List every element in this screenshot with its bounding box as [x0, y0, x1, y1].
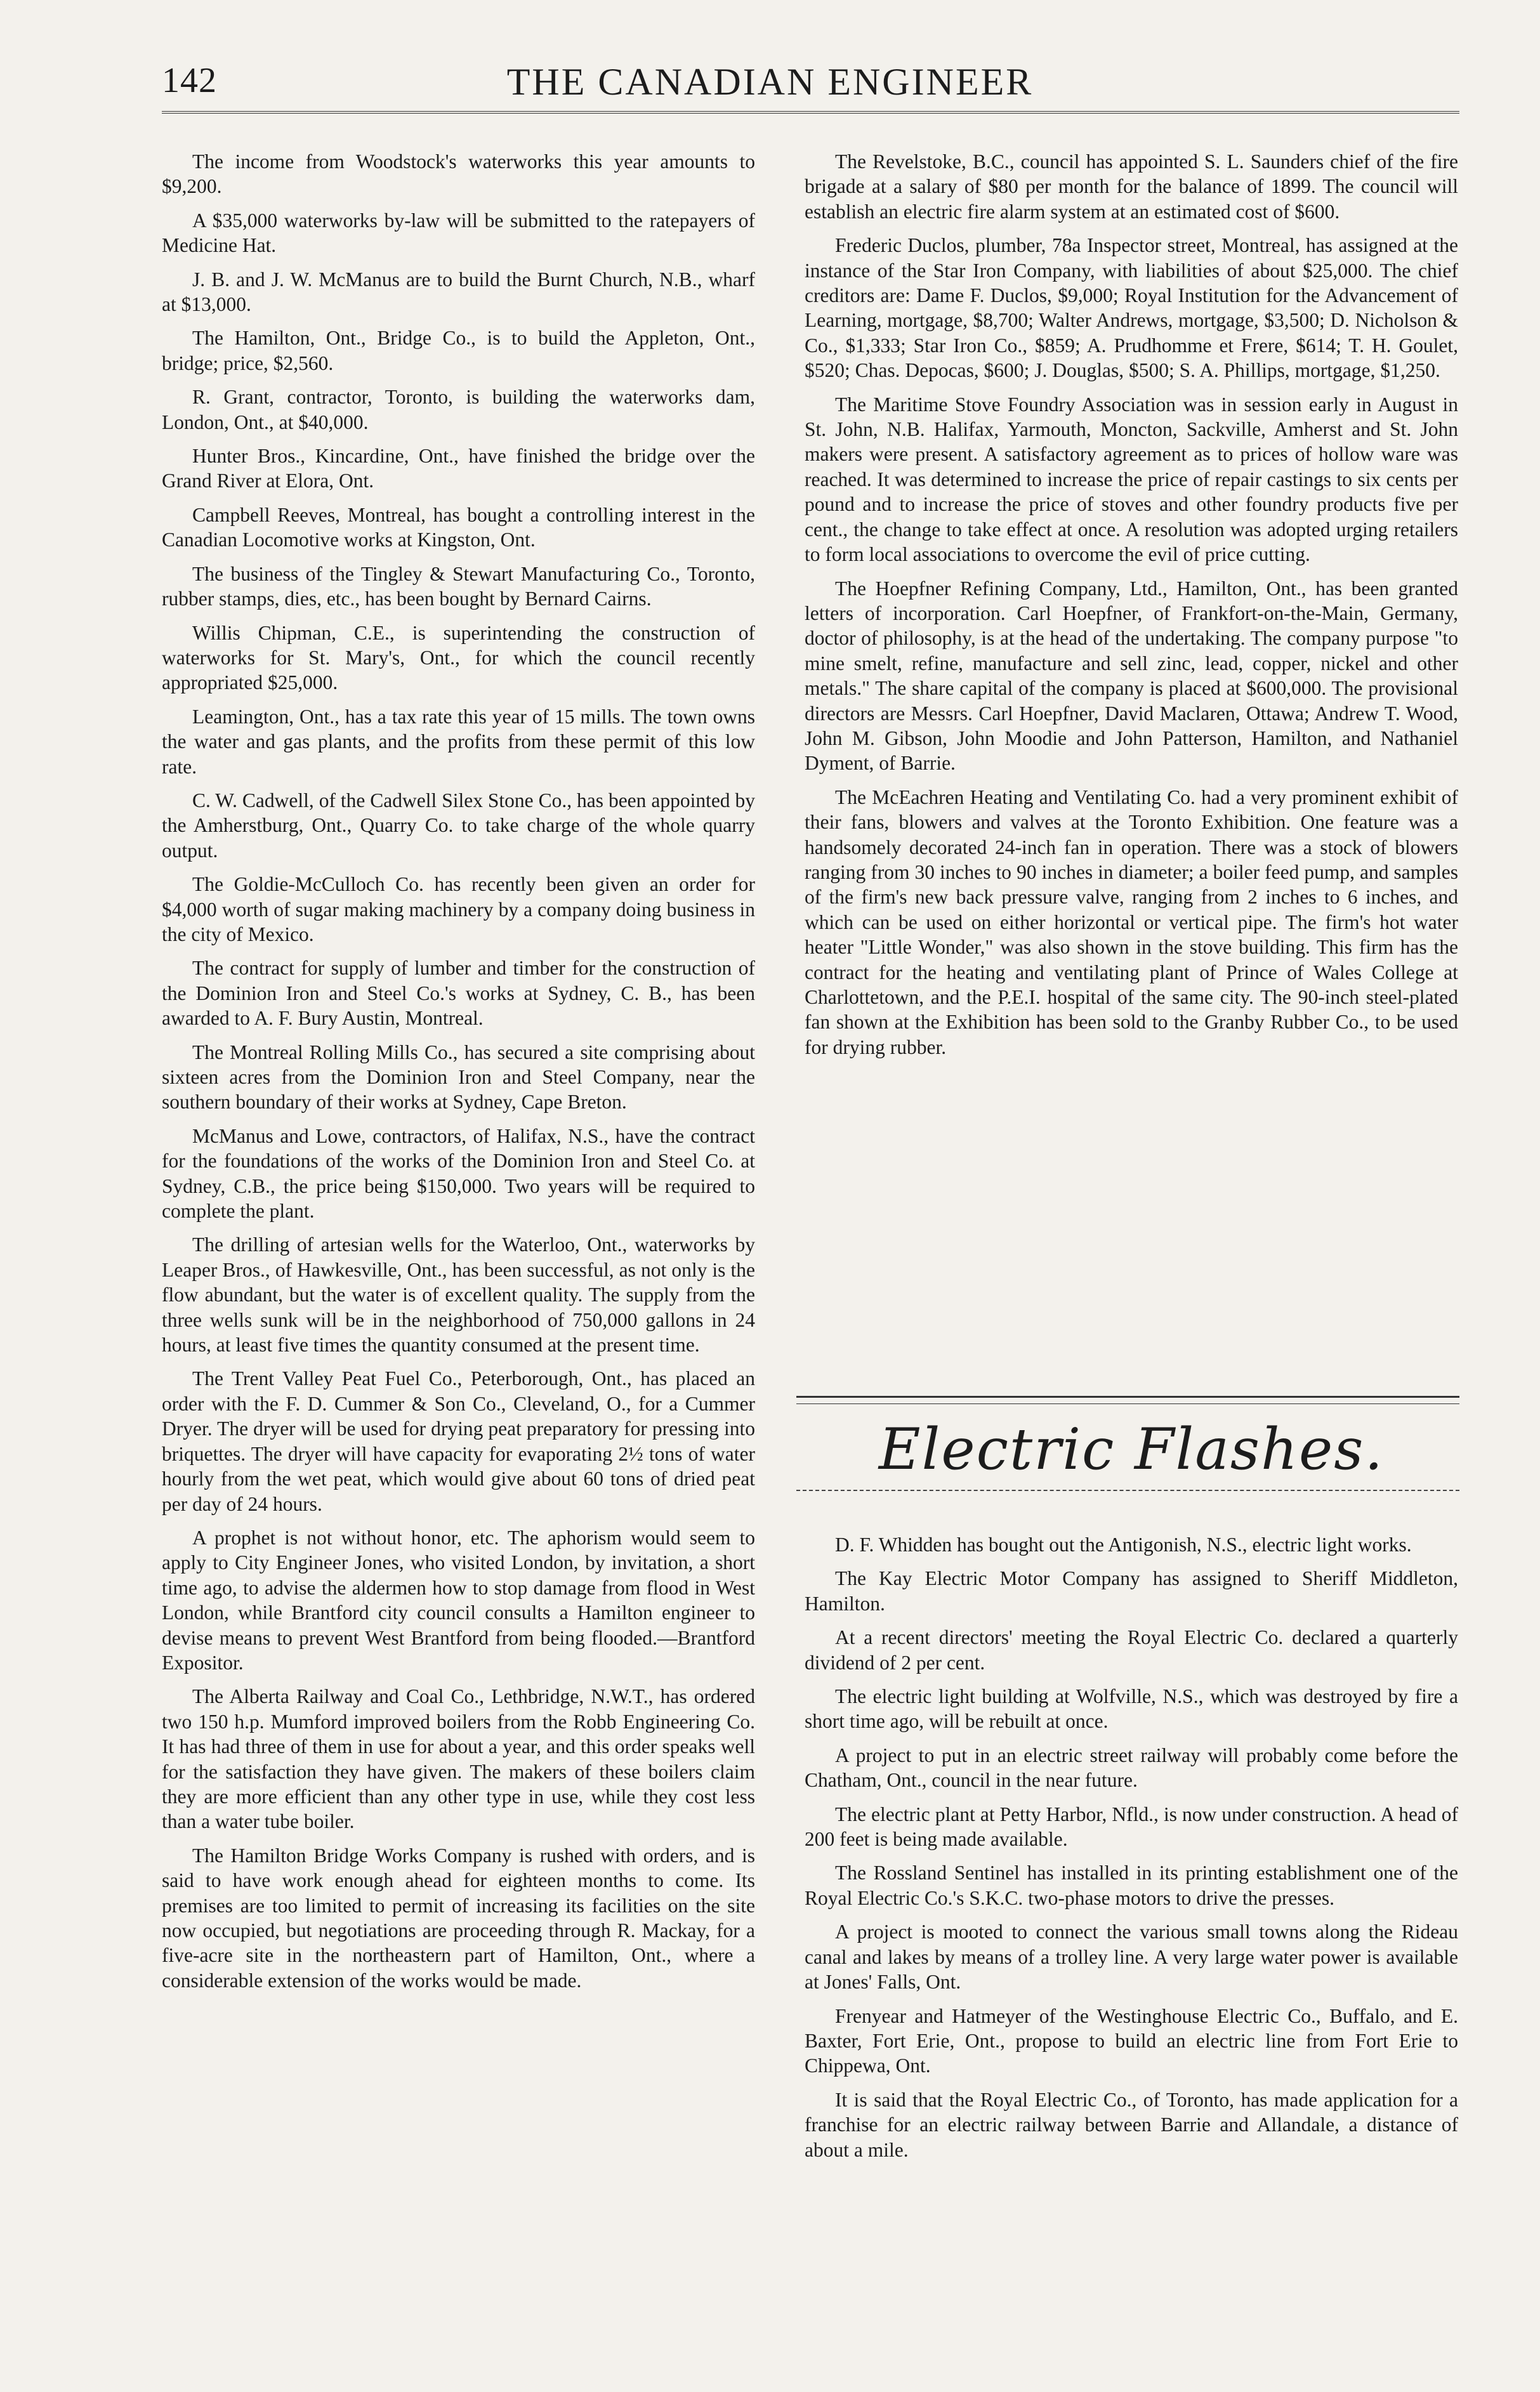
news-item: D. F. Whidden has bought out the Antigonish, N.S., electric light works. — [835, 1534, 1412, 1556]
news-item: A project is mooted to connect the various small towns along the Rideau canal and lakes by means of a trolley line. A very large water power is available at Jones' Falls, Ont. — [805, 1921, 1458, 1994]
news-item: The electric plant at Petty Harbor, Nfld., is now under construction. A head of 200 feet is being made available. — [805, 1803, 1458, 1851]
news-item: J. B. and J. W. McManus are to build the Burnt Church, N.B., wharf at $13,000. — [162, 268, 755, 316]
right-column-bottom — [805, 1532, 1458, 2171]
page-header — [0, 60, 1540, 117]
news-item: The Rossland Sentinel has installed in its printing establishment one of the Royal Electric Co.'s S.K.C. two-phase motors to drive the presses. — [805, 1862, 1458, 1909]
section-title: Electric Flashes. — [878, 1416, 1385, 1483]
news-item: The Hoepfner Refining Company, Ltd., Hamilton, Ont., has been granted letters of incorporation. Carl Hoepfner, of Frankfort-on-the-Main, Germany, doctor of philosophy, is at the head of the undertaking. The company purpose "to mine smelt, refine, manufacture and sell zinc, lead, copper, nickel and other metals." The share capital of the company is placed at $600,000. The provisional directors are Messrs. Carl Hoepfner, David Maclaren, Ottawa; Andrew T. Wood, John M. Gibson, John Moodie and John Patterson, Hamilton, and Nathaniel Dyment, of Barrie. — [805, 577, 1458, 775]
news-item: It is said that the Royal Electric Co., of Toronto, has made application for a franchise for an electric railway between Barrie and Allandale, a distance of about a mile. — [805, 2088, 1458, 2161]
news-item: The Hamilton, Ont., Bridge Co., is to build the Appleton, Ont., bridge; price, $2,560. — [162, 327, 755, 374]
news-item: The Maritime Stove Foundry Association was in session early in August in St. John, N.B. Halifax, Yarmouth, Moncton, Sackville, Amherst and St. John makers were present. A satisfactory agreement as to prices of hollow ware was reached. It was determined to increase the price of repair castings to six cents per pound and to increase the price of stoves and other foundry products five per cent., the change to take effect at once. A resolution was adopted urging retailers to form local associations to overcome the evil of price cutting. — [805, 393, 1458, 566]
news-item: The Alberta Railway and Coal Co., Lethbridge, N.W.T., has ordered two 150 h.p. Mumford improved boilers from the Robb Engineering Co. It has had three of them in use for about a year, and this order speaks well for the satisfaction they have given. The makers of these boilers claim they are more efficient than any other type in use, while they cost less than a water tube boiler. — [162, 1685, 755, 1833]
journal-title: THE CANADIAN ENGINEER — [506, 61, 1034, 103]
news-item: Willis Chipman, C.E., is superintending the construction of waterworks for St. Mary's, Ont., for which the council recently appropriated $25,000. — [162, 621, 755, 694]
news-item: The Goldie-McCulloch Co. has recently been given an order for $4,000 worth of sugar making machinery by a company doing business in the city of Mexico. — [162, 873, 755, 945]
news-item: The McEachren Heating and Ventilating Co. had a very prominent exhibit of their fans, blowers and valves at the Toronto Exhibition. One feature was a handsomely decorated 24-inch fan in operation. There was a stock of blowers ranging from 30 inches to 90 inches in diameter; a boiler feed pump, and samples of the firm's new back pressure valve, ranging from 2 inches to 6 inches, and which can be used on either horizontal or vertical pipe. The firm's hot water heater "Little Wonder," was also shown in the stove building. This firm has the contract for the heating and ventilating plant of Prince of Wales College at Charlottetown, and the P.E.I. hospital of the same city. The 90-inch steel-plated fan shown at the Exhibition has been sold to the Granby Rubber Co., to be used for drying rubber. — [805, 785, 1458, 1058]
news-item: McManus and Lowe, contractors, of Halifax, N.S., have the contract for the foundations of the works of the Dominion Iron and Steel Co. at Sydney, C.B., the price being $150,000. Two years will be required to complete the plant. — [162, 1124, 755, 1223]
news-item: Frenyear and Hatmeyer of the Westinghouse Electric Co., Buffalo, and E. Baxter, Fort Erie, Ont., propose to build an electric line from Fort Erie to Chippewa, Ont. — [805, 2004, 1458, 2077]
news-item: The Montreal Rolling Mills Co., has secured a site comprising about sixteen acres from the Dominion Iron and Steel Company, near the southern boundary of their works at Sydney, Cape Breton. — [162, 1041, 755, 1114]
news-item: Hunter Bros., Kincardine, Ont., have finished the bridge over the Grand River at Elora, Ont. — [162, 445, 755, 492]
section-rule — [796, 1396, 1459, 1398]
news-item: Frederic Duclos, plumber, 78a Inspector street, Montreal, has assigned at the instance of the Star Iron Company, with liabilities of about $25,000. The chief creditors are: Dame F. Duclos, $9,000; Royal Institution for the Advancement of Learning, mortgage, $8,700; Walter Andrews, mortgage, $3,500; D. Nicholson & Co., $1,333; Star Iron Co., $859; A. Prudhomme et Frere, $614; T. H. Goulet, $520; Chas. Depocas, $600; J. Douglas, $500; S. A. Phillips, mortgage, $1,250. — [805, 234, 1458, 382]
news-item: The electric light building at Wolfville, N.S., which was destroyed by fire a short time ago, will be rebuilt at once. — [805, 1685, 1458, 1733]
news-item: The drilling of artesian wells for the Waterloo, Ont., waterworks by Leaper Bros., of Hawkesville, Ont., has been successful, as not only is the flow abundant, but the water is of excellent quality. The supply from the three wells sunk will be in the neighborhood of 750,000 gallons in 24 hours, at least five times the quantity consumed at the present time. — [162, 1233, 755, 1357]
news-item: The Trent Valley Peat Fuel Co., Peterborough, Ont., has placed an order with the F. D. Cummer & Son Co., Cleveland, O., for a Cummer Dryer. The dryer will be used for drying peat preparatory for pressing into briquettes. The dryer will have capacity for evaporating 2½ tons of water hourly from the wet peat, which would give about 60 tons of dried peat per day of 24 hours. — [162, 1367, 755, 1515]
news-item: Leamington, Ont., has a tax rate this year of 15 mills. The town owns the water and gas plants, and the profits from these permit of this low rate. — [162, 705, 755, 778]
news-item: The Hamilton Bridge Works Company is rushed with orders, and is said to have work enough ahead for eighteen months to come. Its premises are too limited to permit of increasing its facilities on the site now occupied, but negotiations are proceeding through R. Mackay, for a five-acre site in the northeastern part of Hamilton, Ont., where a considerable extension of the works would be made. — [162, 1844, 755, 1992]
left-column — [162, 149, 755, 2002]
page-number: 142 — [162, 61, 217, 100]
section-rule — [796, 1490, 1459, 1491]
right-column-top — [805, 149, 1458, 1068]
header-rule — [162, 111, 1459, 114]
news-item: A prophet is not without honor, etc. The aphorism would seem to apply to City Engineer Jones, who visited London, by invitation, a short time ago, to advise the aldermen how to stop damage from flood in West London, while Brantford city council consults a Hamilton engineer to devise means to prevent West Brantford from being flooded.—Brantford Expositor. — [162, 1526, 755, 1674]
news-item: Campbell Reeves, Montreal, has bought a controlling interest in the Canadian Locomotive works at Kingston, Ont. — [162, 503, 755, 551]
news-item: The Revelstoke, B.C., council has appointed S. L. Saunders chief of the fire brigade at a salary of $80 per month for the balance of 1899. The council will establish an electric fire alarm system at an estimated cost of $600. — [805, 150, 1458, 223]
news-item: The contract for supply of lumber and timber for the construction of the Dominion Iron and Steel Co.'s works at Sydney, C. B., has been awarded to A. F. Bury Austin, Montreal. — [162, 957, 755, 1030]
section-heading — [805, 1415, 1458, 1485]
news-item: A $35,000 waterworks by-law will be submitted to the ratepayers of Medicine Hat. — [162, 209, 755, 257]
news-item: The Kay Electric Motor Company has assigned to Sheriff Middleton, Hamilton. — [805, 1567, 1458, 1615]
news-item: A project to put in an electric street railway will probably come before the Chatham, Ont., council in the near future. — [805, 1744, 1458, 1792]
news-item: R. Grant, contractor, Toronto, is building the waterworks dam, London, Ont., at $40,000. — [162, 386, 755, 433]
news-item: C. W. Cadwell, of the Cadwell Silex Stone Co., has been appointed by the Amherstburg, Ont., Quarry Co. to take charge of the whole quarry output. — [162, 789, 755, 862]
news-item: The business of the Tingley & Stewart Manufacturing Co., Toronto, rubber stamps, dies, etc., has been bought by Bernard Cairns. — [162, 562, 755, 610]
section-rule — [796, 1403, 1459, 1404]
news-item: The income from Woodstock's waterworks this year amounts to $9,200. — [162, 150, 755, 198]
news-item: At a recent directors' meeting the Royal Electric Co. declared a quarterly dividend of 2 per cent. — [805, 1626, 1458, 1674]
